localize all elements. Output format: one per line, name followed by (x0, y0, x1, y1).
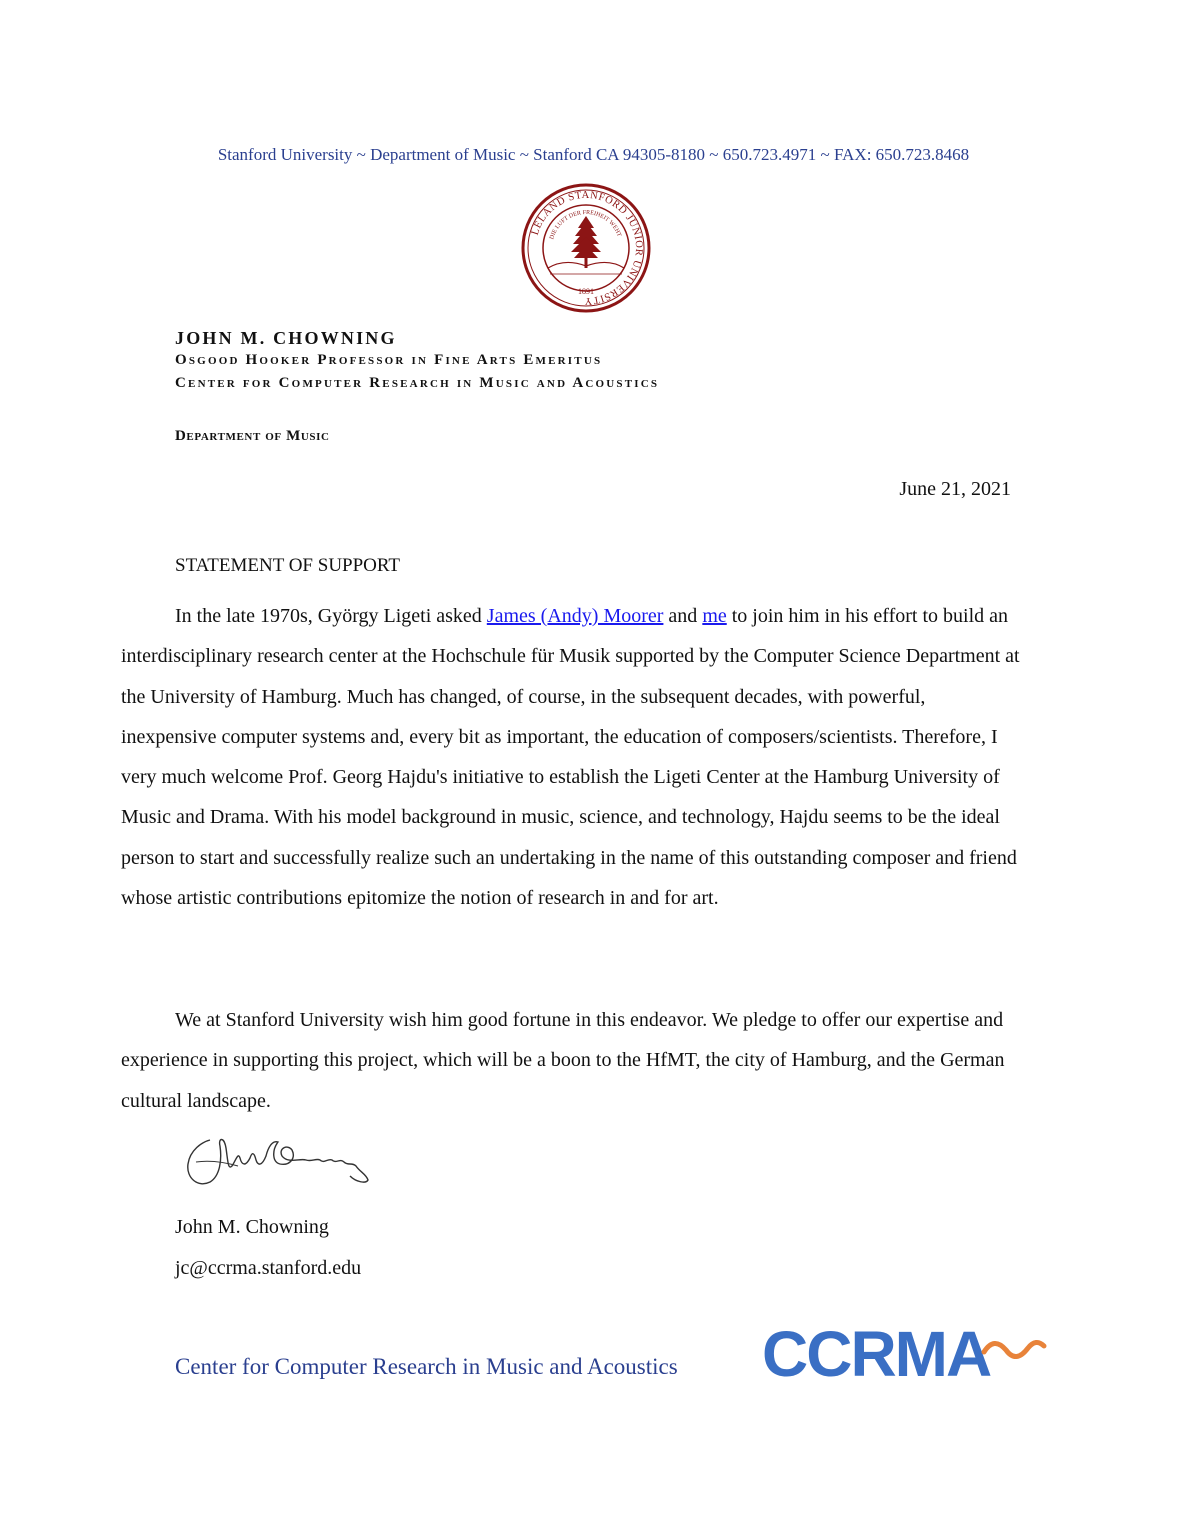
link-james-andy-moorer[interactable]: James (Andy) Moorer (486, 605, 664, 627)
link-me[interactable]: me (702, 605, 727, 627)
letter-subject: STATEMENT OF SUPPORT (175, 555, 401, 576)
paragraph-2-text: We at Stanford University wish him good fortune in this endeavor. We pledge to offer our expertise and experience in supporting this project, which will be a boon to the HfMT, the city of Hamburg, and the German cultural landscape. (121, 1009, 1005, 1112)
body-paragraph-1 (121, 596, 1021, 918)
footer-center-name: Center for Computer Research in Music and Acoustics (175, 1354, 678, 1379)
svg-text:DIE LUFT DER FREIHEIT WEHT: DIE LUFT DER FREIHEIT WEHT (549, 209, 622, 241)
svg-text:LELAND STANFORD JUNIOR UNIVERS: LELAND STANFORD JUNIOR UNIVERSITY (529, 189, 645, 307)
letterhead-center: Center for Computer Research in Music and Acoustics (175, 375, 660, 391)
letterhead-title: Osgood Hooker Professor in Fine Arts Emeritus (175, 352, 603, 368)
paragraph-1-text-a: In the late 1970s, György Ligeti asked (175, 605, 487, 627)
body-paragraph-2 (121, 1000, 1021, 1121)
letterhead-name: JOHN M. CHOWNING (175, 328, 397, 348)
letterhead-address: Stanford University ~ Department of Music ~ Stanford CA 94305-8180 ~ 650.723.4971 ~ FAX: 650.723.8468 (217, 145, 970, 164)
handwritten-signature (180, 1122, 375, 1196)
paragraph-1-text-b: and (663, 605, 703, 627)
signatory-email: jc@ccrma.stanford.edu (175, 1257, 362, 1279)
signatory-name: John M. Chowning (175, 1216, 329, 1238)
letter-date: June 21, 2021 (899, 478, 1011, 500)
stanford-seal (520, 182, 652, 314)
svg-text:CCRMA: CCRMA (762, 1322, 991, 1384)
svg-text:1891: 1891 (578, 287, 594, 296)
ccrma-logo (762, 1322, 1052, 1384)
paragraph-1-text-c: to join him in his effort to build an interdisciplinary research center at the Hochschule für Musik supported by the Computer Science Department at the University of Hamburg. Much has changed, of course, in the subsequent decades, with powerful, inexpensive computer systems and, every bit as important, the education of composers/scientists. Therefore, I very much welcome Prof. Georg Hajdu's initiative to establish the Ligeti Center at the Hamburg University of Music and Drama. With his model background in music, science, and technology, Hajdu seems to be the ideal person to start and successfully realize such an undertaking in the name of this outstanding composer and friend whose artistic contributions epitomize the notion of research in and for art. (121, 605, 1020, 910)
letterhead-department: Department of Music (175, 428, 330, 444)
